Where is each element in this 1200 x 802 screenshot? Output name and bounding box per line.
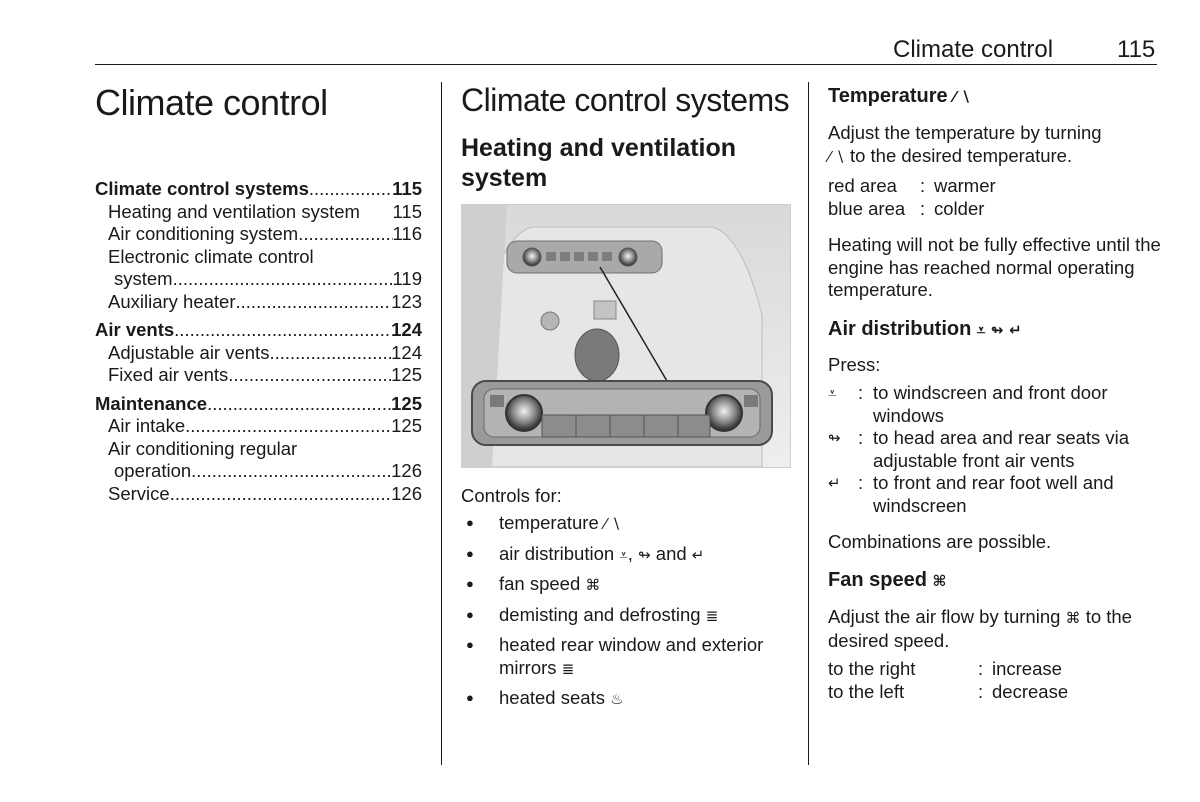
press-label: Press: — [828, 354, 881, 375]
controls-list — [466, 512, 796, 718]
toc-entry-continued[interactable]: operation ..... 126 — [95, 460, 422, 483]
temperature-table — [828, 175, 996, 220]
footwell-icon: ↵ — [828, 474, 841, 492]
heated-seat-icon: ♨ — [610, 690, 624, 708]
temperature-icon: ⁄ ∖ — [828, 147, 845, 166]
temperature-icon: ⁄ ∖ — [953, 88, 972, 106]
list-item: ● demisting and defrosting ≣ — [466, 604, 796, 628]
toc-entry-continued[interactable]: system ..... 119 — [95, 268, 422, 291]
toc-entry[interactable]: Fixed air vents ..... 125 — [95, 364, 422, 387]
head-area-icon: ↬ — [828, 429, 841, 447]
toc-entry[interactable]: Climate control systems ..... 115 — [95, 178, 422, 201]
fan-icon: ⌘ — [932, 572, 947, 590]
toc-entry[interactable]: Electronic climate control — [108, 245, 314, 267]
head-area-icon: ↬ — [990, 321, 1004, 339]
toc-entry[interactable]: Air intake ..... 125 — [95, 415, 422, 438]
list-item: ⩡ : to windscreen and front door windows — [828, 382, 1108, 426]
heating-note: Heating will not be fully effective until the engine has reached normal operating temperature. — [828, 234, 1161, 300]
section-title: Climate control systems — [461, 82, 790, 118]
toc-entry[interactable]: Adjustable air vents ..... 124 — [95, 342, 422, 365]
toc-entry[interactable]: Auxiliary heater ..... 123 — [95, 291, 422, 314]
max-defrost-icon: ≣ — [705, 606, 719, 625]
list-item: ● fan speed ⌘ — [466, 573, 796, 597]
table-row: to the left : decrease — [828, 680, 1069, 702]
windscreen-icon: ⩡ — [619, 545, 628, 564]
table-row: blue area : colder — [828, 197, 985, 219]
table-row: red area : warmer — [828, 175, 996, 196]
list-item: ● heated seats ♨ — [466, 687, 796, 711]
toc-entry[interactable]: Maintenance ..... 125 — [95, 393, 422, 416]
list-item: ● heated rear window and exterior mirrors ≣ — [466, 634, 796, 680]
list-item: ↵ : to front and rear foot well and windscreen — [828, 472, 1114, 516]
air-distribution-heading: Air distribution ⩡ ↬ ↵ — [828, 318, 1022, 340]
subsection-title-line1: Heating and ventilation — [461, 134, 737, 162]
fan-speed-table — [828, 658, 1068, 703]
page-number: 115 — [1117, 36, 1156, 63]
fan-icon: ⌘ — [585, 576, 601, 594]
running-header-title: Climate control — [893, 36, 1054, 63]
windscreen-icon: ⩡ — [976, 321, 986, 339]
temperature-para: Adjust the temperature by turning ⁄ ∖ to the desired temperature. — [828, 122, 1102, 166]
fan-speed-para: Adjust the air flow by turning ⌘ to the desired speed. — [828, 606, 1132, 651]
temperature-icon: ⁄ ∖ — [603, 515, 621, 533]
chapter-title: Climate control — [95, 82, 328, 123]
controls-intro: Controls for: — [461, 485, 562, 506]
fan-icon: ⌘ — [1065, 609, 1081, 627]
toc-entry[interactable]: Air vents ..... 124 — [95, 319, 422, 342]
climate-control-panel-photo — [461, 204, 791, 468]
toc-entry[interactable]: Air conditioning regular — [108, 437, 298, 459]
table-row: to the right : increase — [828, 658, 1062, 679]
header-rule — [95, 64, 1157, 65]
footwell-icon: ↵ — [1009, 321, 1022, 339]
combinations-note: Combinations are possible. — [828, 531, 1052, 552]
list-item: ↬ : to head area and rear seats via adjustable front air vents — [828, 427, 1130, 471]
fan-speed-heading: Fan speed ⌘ — [828, 569, 947, 591]
windscreen-icon: ⩡ — [828, 384, 837, 402]
rear-window-heating-icon: ≣ — [561, 659, 575, 678]
toc-entry[interactable]: Heating and ventilation system 115 — [108, 200, 422, 222]
table-of-contents — [95, 178, 422, 505]
list-item: ● air distribution ⩡, ↬ and ↵ — [466, 543, 796, 567]
toc-entry[interactable]: Air conditioning system ..... 116 — [95, 223, 422, 246]
list-item: ● temperature ⁄ ∖ — [466, 512, 796, 536]
subsection-title-line2: system — [461, 164, 548, 192]
air-distribution-list — [828, 382, 1158, 517]
temperature-heading: Temperature ⁄ ∖ — [828, 85, 972, 107]
head-area-icon: ↬ — [638, 545, 651, 564]
column-divider-right — [808, 82, 809, 765]
column-divider-left — [441, 82, 442, 765]
toc-entry[interactable]: Service ..... 126 — [95, 483, 422, 506]
footwell-icon: ↵ — [691, 545, 705, 564]
